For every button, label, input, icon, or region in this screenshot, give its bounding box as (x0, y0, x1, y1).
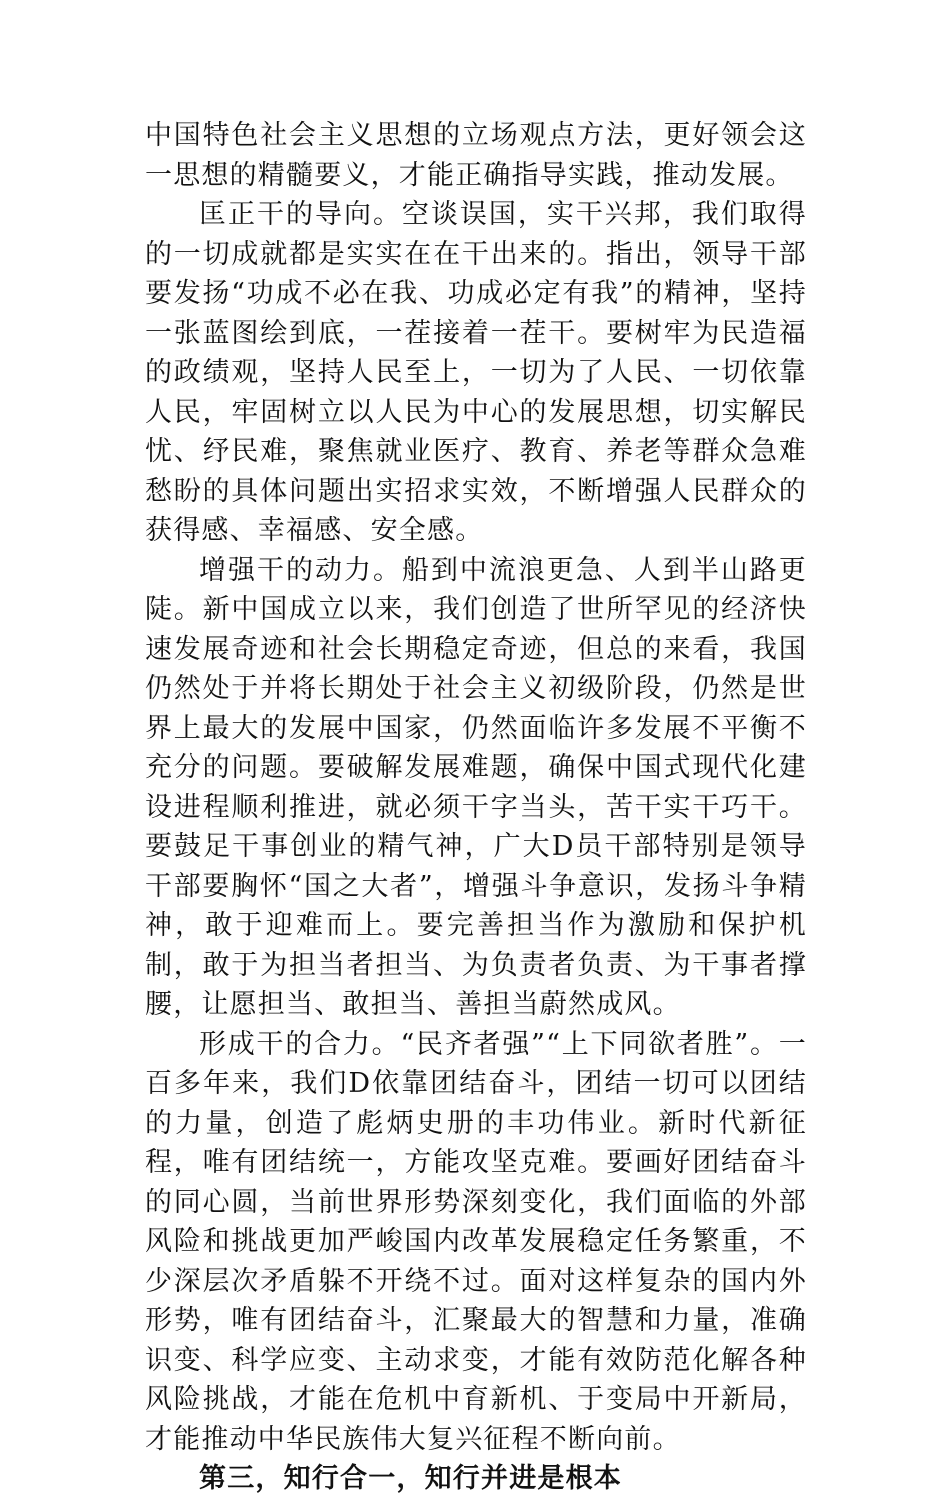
section-heading: 第三，知行合一，知行并进是根本 (199, 1463, 622, 1494)
paragraph-synergy: 形成干的合力。“民齐者强”“上下同欲者胜”。一百多年来，我们D依靠团结奋斗，团结一切可以团结的力量，创造了彪炳史册的丰功伟业。新时代新征程，唯有团结统一，方能攻坚克难。要画好团结奋斗的同心圆，当前世界形势深刻变化，我们面临的外部风险和挑战更加严峻国内改革发展稳定任务繁重，不少深层次矛盾躲不开绕不过。面对这样复杂的国内外形势，唯有团结奋斗，汇聚最大的智慧和力量，准确识变、科学应变、主动求变，才能有效防范化解各种风险挑战，才能在危机中育新机、于变局中开新局，才能推动中华民族伟大复兴征程不断向前。 (145, 1028, 807, 1455)
paragraph-guidance: 匡正干的导向。空谈误国，实干兴邦，我们取得的一切成就都是实实在在干出来的。指出，领导干部要发扬“功成不必在我、功成必定有我”的精神，坚持一张蓝图绘到底，一茬接着一茬干。要树牢为民造福的政绩观，坚持人民至上，一切为了人民、一切依靠人民，牢固树立以人民为中心的发展思想，切实解民忧、纾民难，聚焦就业医疗、教育、养老等群众急难愁盼的具体问题出实招求实效，不断增强人民群众的获得感、幸福感、安全感。 (145, 199, 807, 546)
paragraph-motivation: 增强干的动力。船到中流浪更急、人到半山路更陡。新中国成立以来，我们创造了世所罕见的经济快速发展奇迹和社会长期稳定奇迹，但总的来看，我国仍然处于并将长期处于社会主义初级阶段，仍然是世界上最大的发展中国家，仍然面临许多发展不平衡不充分的问题。要破解发展难题，确保中国式现代化建设进程顺利推进，就必须干字当头，苦干实干巧干。要鼓足干事创业的精气神，广大D员干部特别是领导干部要胸怀“国之大者”，增强斗争意识，发扬斗争精神，敢于迎难而上。要完善担当作为激励和保护机制，敢于为担当者担当、为负责者负责、为干事者撑腰，让愿担当、敢担当、善担当蔚然成风。 (145, 554, 807, 1020)
paragraph-continuation: 中国特色社会主义思想的立场观点方法，更好领会这一思想的精髓要义，才能正确指导实践，推动发展。 (145, 120, 807, 191)
document-body (145, 116, 807, 1499)
